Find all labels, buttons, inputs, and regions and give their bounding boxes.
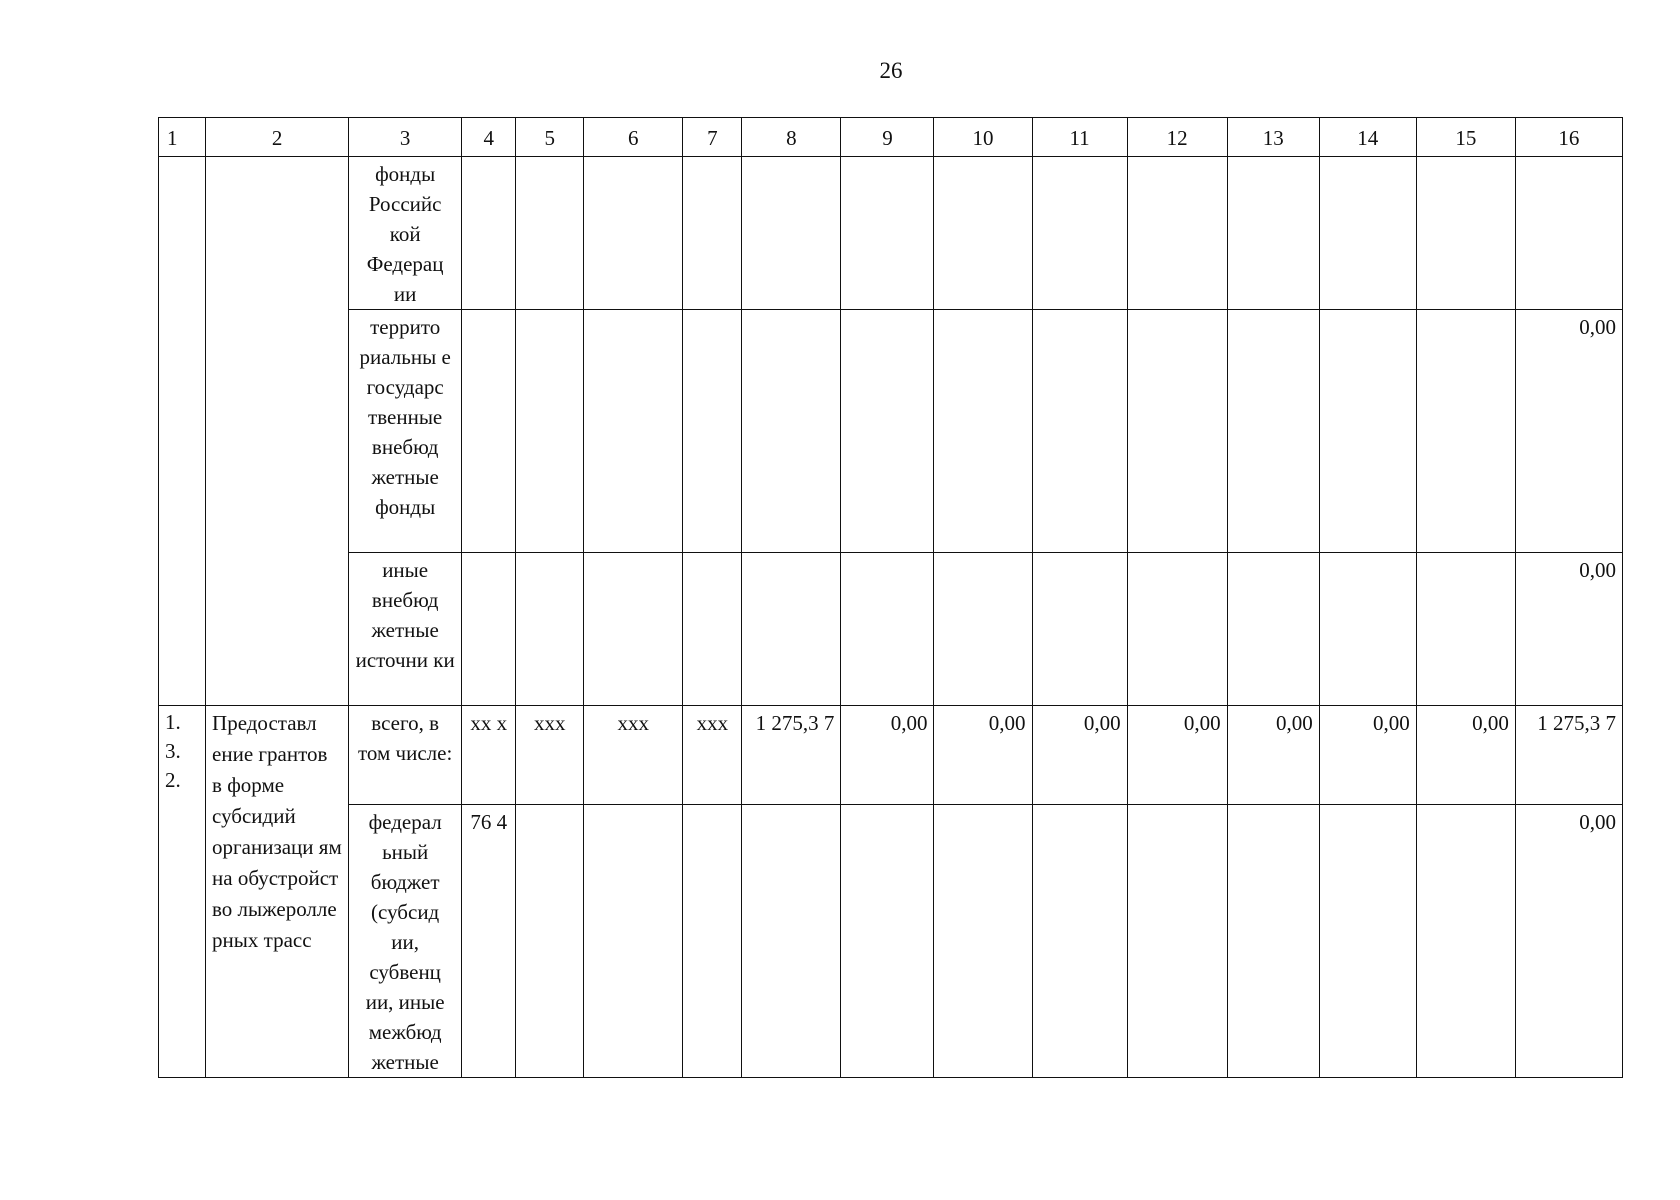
table-cell bbox=[516, 310, 584, 553]
column-number: 10 bbox=[934, 118, 1032, 157]
table-cell bbox=[1319, 157, 1416, 310]
table-cell bbox=[1032, 805, 1127, 1078]
column-number: 6 bbox=[584, 118, 683, 157]
funding-source-cell: фонды Российс кой Федерац ии bbox=[349, 157, 462, 310]
code-cell: xx x bbox=[462, 706, 516, 805]
value-cell: 0,00 bbox=[1227, 706, 1319, 805]
description-cell: Предоставл ение грантов в форме субсидий организаци ям на обустройст во лыжеролле рных трасс bbox=[206, 706, 349, 1078]
table-cell bbox=[462, 157, 516, 310]
value-cell: 1 275,3 7 bbox=[742, 706, 841, 805]
table-cell bbox=[516, 553, 584, 706]
table-cell bbox=[683, 157, 742, 310]
table-cell bbox=[841, 310, 934, 553]
column-number: 8 bbox=[742, 118, 841, 157]
table-cell bbox=[1127, 310, 1227, 553]
table-cell bbox=[516, 805, 584, 1078]
table-cell bbox=[841, 805, 934, 1078]
code-cell: 76 4 bbox=[462, 805, 516, 1078]
table-cell bbox=[462, 310, 516, 553]
row-number-cell: 1. 3. 2. bbox=[159, 706, 206, 1078]
table-cell bbox=[1127, 157, 1227, 310]
funding-source-cell: террито риальны е государс твенные внебюд жетные фонды bbox=[349, 310, 462, 553]
table-cell bbox=[841, 157, 934, 310]
table-cell bbox=[683, 553, 742, 706]
value-cell: 0,00 bbox=[934, 706, 1032, 805]
column-number: 9 bbox=[841, 118, 934, 157]
column-number: 5 bbox=[516, 118, 584, 157]
total-cell: 0,00 bbox=[1515, 310, 1622, 553]
table-cell bbox=[1032, 310, 1127, 553]
table-cell bbox=[1032, 157, 1127, 310]
value-cell: 0,00 bbox=[1032, 706, 1127, 805]
column-number: 7 bbox=[683, 118, 742, 157]
column-number: 16 bbox=[1515, 118, 1622, 157]
table-cell bbox=[1227, 805, 1319, 1078]
table-cell bbox=[1319, 805, 1416, 1078]
table-cell bbox=[742, 805, 841, 1078]
code-cell: xxx bbox=[516, 706, 584, 805]
column-number: 14 bbox=[1319, 118, 1416, 157]
column-number: 11 bbox=[1032, 118, 1127, 157]
table-cell bbox=[1416, 805, 1515, 1078]
value-cell: 0,00 bbox=[1127, 706, 1227, 805]
table-cell bbox=[742, 157, 841, 310]
table-row bbox=[159, 553, 1623, 706]
table-cell bbox=[1127, 553, 1227, 706]
page-number: 26 bbox=[879, 58, 903, 83]
table-cell bbox=[1416, 310, 1515, 553]
total-cell: 1 275,3 7 bbox=[1515, 706, 1622, 805]
table-cell bbox=[1416, 553, 1515, 706]
table-row bbox=[159, 157, 1623, 310]
table-row bbox=[159, 805, 1623, 1078]
value-cell: 0,00 bbox=[841, 706, 934, 805]
table-row bbox=[159, 310, 1623, 553]
table-cell bbox=[1032, 553, 1127, 706]
table-cell bbox=[1319, 553, 1416, 706]
table-cell bbox=[1227, 310, 1319, 553]
column-number: 3 bbox=[349, 118, 462, 157]
funding-source-cell: иные внебюд жетные источни ки bbox=[349, 553, 462, 706]
column-number: 12 bbox=[1127, 118, 1227, 157]
value-cell: 0,00 bbox=[1319, 706, 1416, 805]
total-cell: 0,00 bbox=[1515, 553, 1622, 706]
table-cell bbox=[934, 553, 1032, 706]
column-number: 4 bbox=[462, 118, 516, 157]
table-cell bbox=[1127, 805, 1227, 1078]
funding-source-cell: всего, в том числе: bbox=[349, 706, 462, 805]
value-cell: 0,00 bbox=[1416, 706, 1515, 805]
total-cell: 0,00 bbox=[1515, 805, 1622, 1078]
column-number: 1 bbox=[159, 118, 206, 157]
table-cell bbox=[1416, 157, 1515, 310]
column-number: 15 bbox=[1416, 118, 1515, 157]
table-cell bbox=[584, 553, 683, 706]
table-cell bbox=[934, 157, 1032, 310]
table-cell bbox=[1227, 553, 1319, 706]
table-cell bbox=[1319, 310, 1416, 553]
table-row bbox=[159, 706, 1623, 805]
table-cell bbox=[683, 310, 742, 553]
total-cell bbox=[1515, 157, 1622, 310]
table-cell bbox=[742, 553, 841, 706]
table-cell bbox=[584, 157, 683, 310]
table-cell bbox=[934, 805, 1032, 1078]
row-number-cell bbox=[159, 157, 206, 706]
budget-table bbox=[158, 117, 1623, 1078]
code-cell: xxx bbox=[584, 706, 683, 805]
table-cell bbox=[584, 310, 683, 553]
column-number: 2 bbox=[206, 118, 349, 157]
table-cell bbox=[516, 157, 584, 310]
table-cell bbox=[934, 310, 1032, 553]
table-cell bbox=[742, 310, 841, 553]
table-cell bbox=[462, 553, 516, 706]
table-cell bbox=[841, 553, 934, 706]
description-cell bbox=[206, 157, 349, 706]
table-cell bbox=[584, 805, 683, 1078]
funding-source-cell: федерал ьный бюджет (субсид ии, субвенц ии, иные межбюд жетные bbox=[349, 805, 462, 1078]
table-cell bbox=[683, 805, 742, 1078]
table-cell bbox=[1227, 157, 1319, 310]
column-number: 13 bbox=[1227, 118, 1319, 157]
column-number-row bbox=[159, 118, 1623, 157]
code-cell: xxx bbox=[683, 706, 742, 805]
